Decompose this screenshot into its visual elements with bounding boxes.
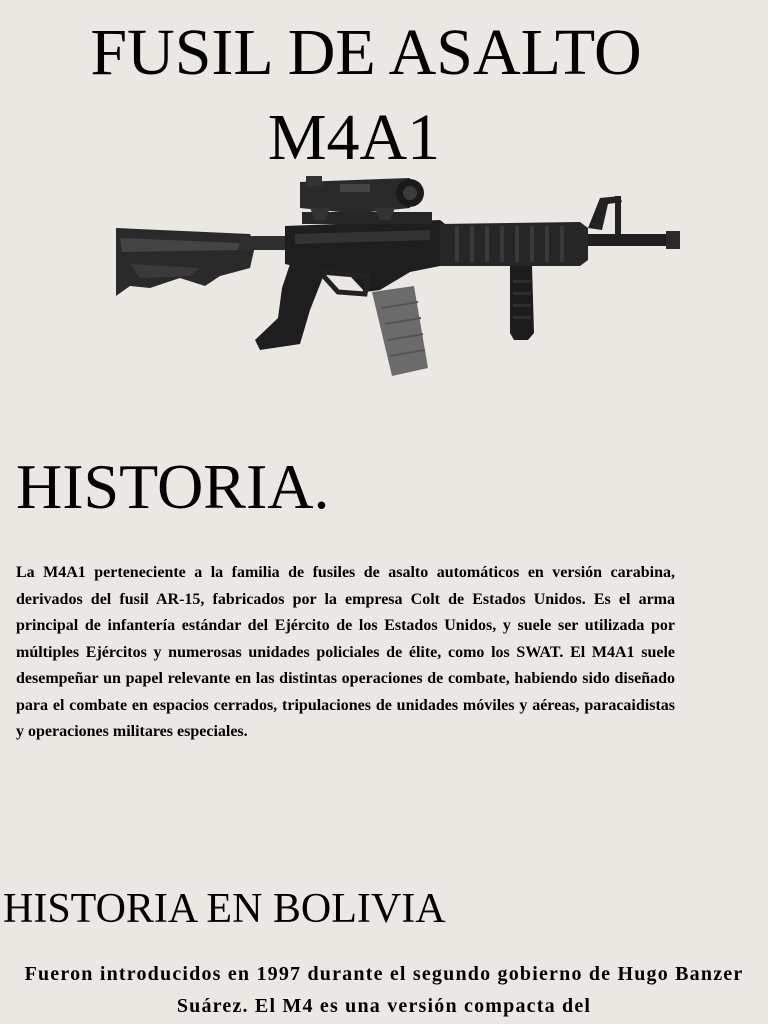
bolivia-paragraph: Fueron introducidos en 1997 durante el segundo gobierno de Hugo Banzer Suárez. El M4 es una versión compacta del [24, 963, 744, 1017]
title-line-1: FUSIL DE ASALTO [90, 16, 642, 89]
section-heading-historia: HISTORIA. [16, 451, 330, 522]
title-line-2: M4A1 [267, 101, 441, 174]
magazine [372, 286, 428, 376]
rifle-handguard [440, 222, 588, 266]
vertical-grip [510, 266, 534, 340]
section-heading-historia-bolivia: HISTORIA EN BOLIVIA [3, 886, 446, 932]
rifle-image [110, 168, 690, 383]
rifle-stock [116, 228, 255, 296]
rifle-barrel [588, 234, 678, 246]
historia-paragraph: La M4A1 perteneciente a la familia de fusiles de asalto automáticos en versión carabina, derivados del fusil AR-15, fabricados por la empresa Colt de Estados Unidos. Es el arma principal de infantería estándar del Ejército de los Estados Unidos, y suele ser utilizada por múltiples Ejércitos y numerosas unidades policiales de élite, como los SWAT. El M4A1 suele desempeñar un papel relevante en las distintas operaciones de combate, habiendo sido diseñado para el combate en espacios cerrados, tripulaciones de unidades móviles y aéreas, paracaidistas y operaciones militares especiales. [16, 564, 675, 740]
pistol-grip [255, 264, 325, 350]
